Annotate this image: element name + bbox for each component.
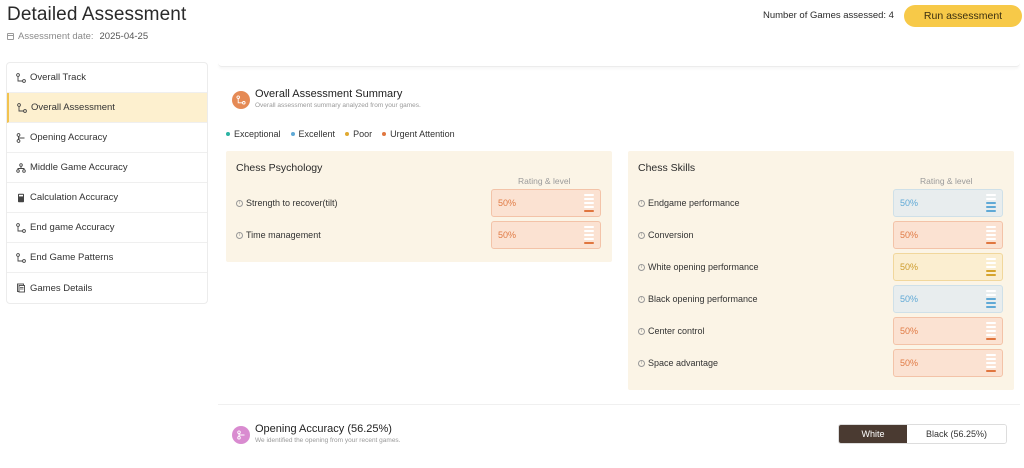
legend-item — [382, 129, 455, 139]
summary-title: Overall Assessment Summary — [255, 88, 403, 100]
info-icon: i — [236, 200, 243, 207]
flow-icon — [17, 103, 27, 113]
opening-subtitle: We identified the opening from your recent games. — [255, 437, 401, 444]
sidebar-item-label: End game Accuracy — [30, 222, 115, 233]
rating-box — [893, 285, 1003, 313]
sidebar-item-middle-game-accuracy[interactable] — [7, 153, 207, 183]
sidebar-item-end-game-patterns[interactable] — [7, 243, 207, 273]
rating-value: 50% — [900, 358, 919, 368]
sidebar — [6, 62, 208, 304]
level-bar — [986, 242, 996, 244]
level-bar — [986, 206, 996, 208]
info-icon: i — [638, 200, 645, 207]
rating-box — [893, 317, 1003, 345]
level-bar — [584, 194, 594, 196]
level-bar — [584, 242, 594, 244]
level-bar — [986, 306, 996, 308]
info-icon: i — [236, 232, 243, 239]
level-bar — [986, 202, 996, 204]
level-bar — [986, 366, 996, 368]
top-card-edge — [218, 62, 1020, 67]
level-bar — [986, 330, 996, 332]
section-divider — [218, 404, 1020, 405]
info-icon: i — [638, 232, 645, 239]
chess-skills-panel — [628, 151, 1014, 390]
rating-level-header: Rating & level — [518, 176, 571, 186]
color-toggle — [838, 424, 1007, 444]
assessment-date — [7, 31, 148, 42]
legend-item — [345, 129, 372, 139]
metric-label — [638, 294, 758, 304]
rating-value: 50% — [900, 230, 919, 240]
sidebar-item-calculation-accuracy[interactable] — [7, 183, 207, 213]
sidebar-item-label: End Game Patterns — [30, 252, 114, 263]
metric-label-text: White opening performance — [648, 262, 759, 272]
metric-label — [638, 262, 759, 272]
level-bar — [584, 202, 594, 204]
metric-label-text: Endgame performance — [648, 198, 740, 208]
level-bar — [986, 370, 996, 372]
level-bar — [986, 274, 996, 276]
document-icon — [16, 283, 26, 293]
level-bar — [986, 358, 996, 360]
level-bar — [584, 230, 594, 232]
panel-title: Chess Psychology — [236, 162, 323, 174]
level-bar — [986, 294, 996, 296]
rating-value: 50% — [498, 230, 517, 240]
level-bar — [584, 234, 594, 236]
rating-box — [491, 189, 601, 217]
flow-icon — [16, 73, 26, 83]
overall-assessment-summary-card — [218, 74, 1020, 402]
legend-item — [226, 129, 281, 139]
summary-badge — [232, 91, 250, 109]
page-title: Detailed Assessment — [7, 4, 187, 25]
level-bar — [986, 290, 996, 292]
sidebar-item-end-game-accuracy[interactable] — [7, 213, 207, 243]
metric-label-text: Space advantage — [648, 358, 719, 368]
legend-dot — [382, 132, 386, 136]
rating-value: 50% — [900, 326, 919, 336]
rating-level-header: Rating & level — [920, 176, 973, 186]
summary-header — [232, 88, 421, 109]
run-assessment-button[interactable]: Run assessment — [904, 5, 1022, 27]
toggle-black[interactable]: Black (56.25%) — [907, 425, 1006, 443]
level-bar — [986, 334, 996, 336]
metric-label-text: Black opening performance — [648, 294, 758, 304]
level-bar — [986, 326, 996, 328]
rating-value: 50% — [498, 198, 517, 208]
sidebar-item-overall-track[interactable] — [7, 63, 207, 93]
level-bar — [986, 198, 996, 200]
assessment-date-label: Assessment date: — [18, 31, 94, 42]
legend-dot — [226, 132, 230, 136]
level-bar — [584, 198, 594, 200]
rating-value: 50% — [900, 262, 919, 272]
metric-label — [236, 230, 321, 240]
legend-dot — [291, 132, 295, 136]
level-bar — [986, 262, 996, 264]
metric-label — [638, 198, 740, 208]
info-icon: i — [638, 296, 645, 303]
info-icon: i — [638, 328, 645, 335]
level-bar — [986, 210, 996, 212]
metric-label-text: Time management — [246, 230, 321, 240]
metric-label — [638, 230, 694, 240]
rating-box — [893, 221, 1003, 249]
rating-box — [893, 349, 1003, 377]
info-icon: i — [638, 264, 645, 271]
flow-icon — [16, 223, 26, 233]
legend-label: Urgent Attention — [390, 129, 455, 139]
legend — [226, 129, 455, 139]
calculator-icon — [16, 193, 26, 203]
rating-value: 50% — [900, 294, 919, 304]
assessment-date-value: 2025-04-25 — [99, 31, 149, 42]
level-bars — [986, 258, 996, 276]
metric-label-text: Strength to recover(tilt) — [246, 198, 338, 208]
legend-label: Poor — [353, 129, 373, 139]
metric-label — [638, 326, 705, 336]
metric-label — [236, 198, 338, 208]
branch-icon — [16, 133, 26, 143]
level-bar — [584, 238, 594, 240]
legend-dot — [345, 132, 349, 136]
level-bar — [986, 362, 996, 364]
level-bar — [584, 226, 594, 228]
sidebar-item-label: Games Details — [30, 282, 93, 294]
calendar-icon — [7, 33, 14, 40]
metric-label-text: Center control — [648, 326, 705, 336]
chess-psychology-panel — [226, 151, 612, 262]
network-icon — [16, 163, 26, 173]
level-bar — [986, 354, 996, 356]
level-bars — [986, 290, 996, 308]
level-bar — [986, 226, 996, 228]
metric-label-text: Conversion — [648, 230, 694, 240]
metric-label — [638, 358, 718, 368]
level-bar — [986, 238, 996, 240]
sidebar-item-opening-accuracy[interactable] — [7, 123, 207, 153]
panel-title: Chess Skills — [638, 162, 696, 174]
toggle-white[interactable]: White — [839, 425, 907, 443]
summary-subtitle: Overall assessment summary analyzed from your games. — [255, 102, 421, 109]
level-bar — [986, 270, 996, 272]
info-icon: i — [638, 360, 645, 367]
level-bar — [986, 338, 996, 340]
opening-accuracy-header — [232, 423, 401, 444]
sidebar-item-label: Overall Assessment — [31, 102, 115, 113]
sidebar-item-label: Middle Game Accuracy — [30, 162, 128, 173]
level-bars — [986, 322, 996, 340]
branch-icon — [236, 430, 246, 440]
opening-title: Opening Accuracy (56.25%) — [255, 423, 392, 435]
level-bar — [986, 266, 996, 268]
flow-icon — [236, 95, 246, 105]
level-bars — [584, 226, 594, 244]
level-bar — [986, 298, 996, 300]
rating-box — [893, 189, 1003, 217]
level-bars — [986, 194, 996, 212]
sidebar-item-label: Opening Accuracy — [30, 132, 108, 143]
level-bar — [986, 302, 996, 304]
games-assessed-count: Number of Games assessed: 4 — [763, 10, 894, 21]
level-bar — [584, 210, 594, 212]
level-bar — [986, 234, 996, 236]
sidebar-item-label: Overall Track — [30, 72, 86, 83]
level-bar — [584, 206, 594, 208]
level-bars — [584, 194, 594, 212]
rating-box — [491, 221, 601, 249]
flow-icon — [16, 253, 26, 263]
level-bar — [986, 258, 996, 260]
opening-badge — [232, 426, 250, 444]
legend-item — [291, 129, 336, 139]
legend-label: Excellent — [298, 129, 336, 139]
level-bar — [986, 194, 996, 196]
sidebar-item-games-details[interactable] — [7, 273, 207, 303]
level-bar — [986, 322, 996, 324]
rating-box — [893, 253, 1003, 281]
level-bars — [986, 354, 996, 372]
sidebar-item-label: Calculation Accuracy — [30, 192, 119, 203]
level-bars — [986, 226, 996, 244]
rating-value: 50% — [900, 198, 919, 208]
level-bar — [986, 230, 996, 232]
sidebar-item-overall-assessment[interactable] — [7, 93, 207, 123]
legend-label: Exceptional — [234, 129, 281, 139]
